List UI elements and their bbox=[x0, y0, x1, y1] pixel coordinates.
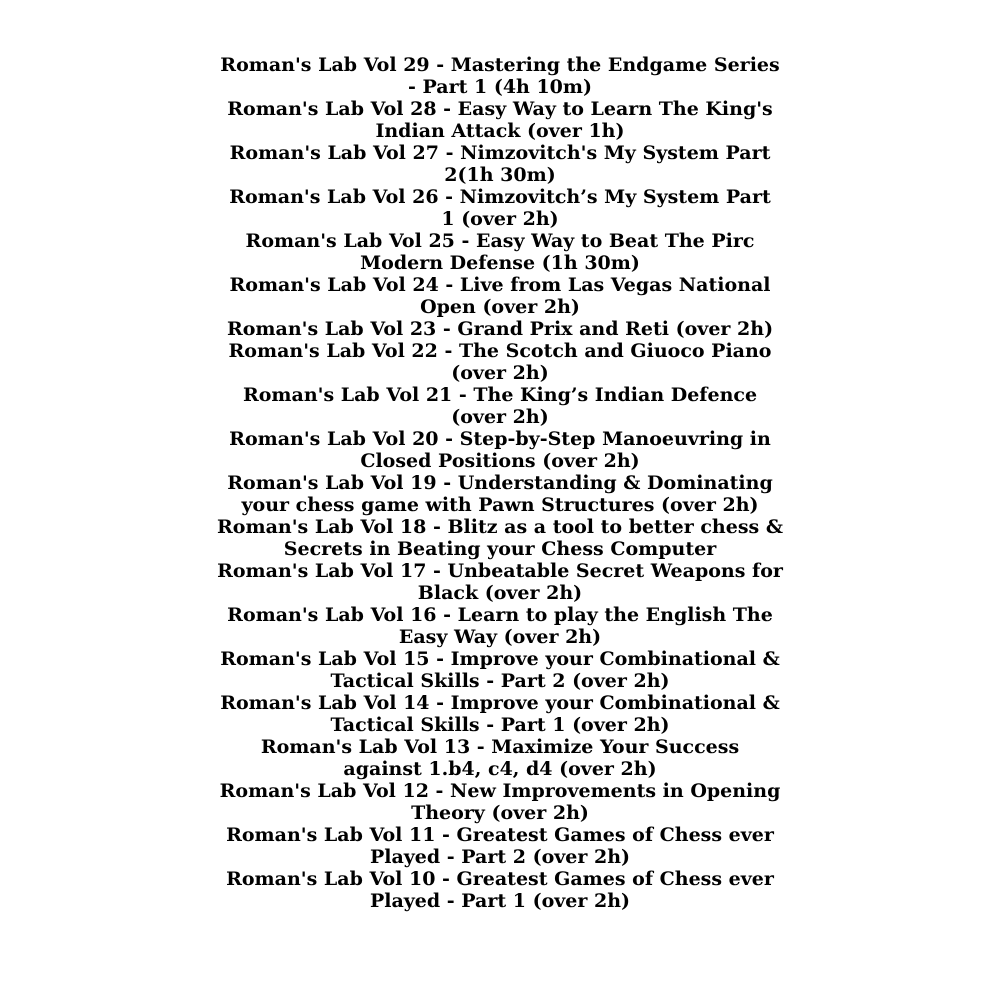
entry-title-line: your chess game with Pawn Structures (over 2h) bbox=[241, 494, 759, 516]
list-item bbox=[185, 560, 815, 604]
volume-list bbox=[185, 54, 815, 912]
entry-title-line: (over 2h) bbox=[451, 406, 549, 428]
entry-title-line: Roman's Lab Vol 26 - Nimzovitch’s My System Part bbox=[229, 186, 771, 208]
entry-title-line: Roman's Lab Vol 24 - Live from Las Vegas National bbox=[229, 274, 771, 296]
entry-title-line: Roman's Lab Vol 15 - Improve your Combinational & bbox=[220, 648, 780, 670]
list-item bbox=[185, 230, 815, 274]
entry-title-line: Roman's Lab Vol 28 - Easy Way to Learn The King's bbox=[227, 98, 773, 120]
list-item bbox=[185, 824, 815, 868]
entry-title-line: Roman's Lab Vol 16 - Learn to play the English The bbox=[227, 604, 773, 626]
entry-title-line: Roman's Lab Vol 22 - The Scotch and Giuoco Piano bbox=[228, 340, 772, 362]
entry-title-line: Roman's Lab Vol 25 - Easy Way to Beat The Pirc bbox=[245, 230, 755, 252]
entry-title-line: Roman's Lab Vol 10 - Greatest Games of Chess ever bbox=[226, 868, 774, 890]
entry-title-line: Roman's Lab Vol 21 - The King’s Indian Defence bbox=[242, 384, 758, 406]
entry-title-line: against 1.b4, c4, d4 (over 2h) bbox=[343, 758, 657, 780]
list-item bbox=[185, 516, 815, 560]
entry-title-line: - Part 1 (4h 10m) bbox=[408, 76, 592, 98]
list-item bbox=[185, 384, 815, 428]
list-item bbox=[185, 692, 815, 736]
list-item bbox=[185, 186, 815, 230]
entry-title-line: Theory (over 2h) bbox=[411, 802, 589, 824]
list-item bbox=[185, 54, 815, 98]
list-item bbox=[185, 274, 815, 318]
entry-title-line: Roman's Lab Vol 20 - Step-by-Step Manoeuvring in bbox=[229, 428, 771, 450]
entry-title-line: Roman's Lab Vol 13 - Maximize Your Success bbox=[260, 736, 740, 758]
entry-title-line: Roman's Lab Vol 29 - Mastering the Endgame Series bbox=[220, 54, 780, 76]
entry-title-line: (over 2h) bbox=[451, 362, 549, 384]
entry-title-line: Secrets in Beating your Chess Computer bbox=[283, 538, 717, 560]
list-item bbox=[185, 780, 815, 824]
entry-title-line: Roman's Lab Vol 14 - Improve your Combinational & bbox=[220, 692, 780, 714]
entry-title-line: Roman's Lab Vol 17 - Unbeatable Secret Weapons for bbox=[217, 560, 783, 582]
entry-title-line: Played - Part 1 (over 2h) bbox=[369, 890, 631, 912]
entry-title-line: Tactical Skills - Part 1 (over 2h) bbox=[330, 714, 670, 736]
entry-title-line: Tactical Skills - Part 2 (over 2h) bbox=[330, 670, 670, 692]
entry-title-line: Easy Way (over 2h) bbox=[398, 626, 602, 648]
entry-title-line: Indian Attack (over 1h) bbox=[375, 120, 625, 142]
entry-title-line: Black (over 2h) bbox=[417, 582, 583, 604]
list-item bbox=[185, 472, 815, 516]
entry-title-line: Closed Positions (over 2h) bbox=[360, 450, 640, 472]
entry-title-line: Roman's Lab Vol 19 - Understanding & Dominating bbox=[227, 472, 773, 494]
list-item bbox=[185, 648, 815, 692]
list-item bbox=[185, 736, 815, 780]
entry-title-line: 2(1h 30m) bbox=[444, 164, 556, 186]
list-item bbox=[185, 428, 815, 472]
entry-title-line: Modern Defense (1h 30m) bbox=[360, 252, 640, 274]
entry-title-line: Roman's Lab Vol 12 - New Improvements in Opening bbox=[219, 780, 781, 802]
entry-title-line: Roman's Lab Vol 27 - Nimzovitch's My System Part bbox=[229, 142, 771, 164]
list-item bbox=[185, 604, 815, 648]
entry-title-line: Roman's Lab Vol 11 - Greatest Games of Chess ever bbox=[226, 824, 774, 846]
list-item bbox=[185, 318, 815, 340]
entry-title-line: Roman's Lab Vol 23 - Grand Prix and Reti (over 2h) bbox=[226, 318, 774, 340]
list-item bbox=[185, 142, 815, 186]
list-item bbox=[185, 98, 815, 142]
entry-title-line: 1 (over 2h) bbox=[441, 208, 559, 230]
list-item bbox=[185, 868, 815, 912]
entry-title-line: Open (over 2h) bbox=[420, 296, 580, 318]
entry-title-line: Played - Part 2 (over 2h) bbox=[369, 846, 631, 868]
entry-title-line: Roman's Lab Vol 18 - Blitz as a tool to better chess & bbox=[217, 516, 783, 538]
list-item bbox=[185, 340, 815, 384]
